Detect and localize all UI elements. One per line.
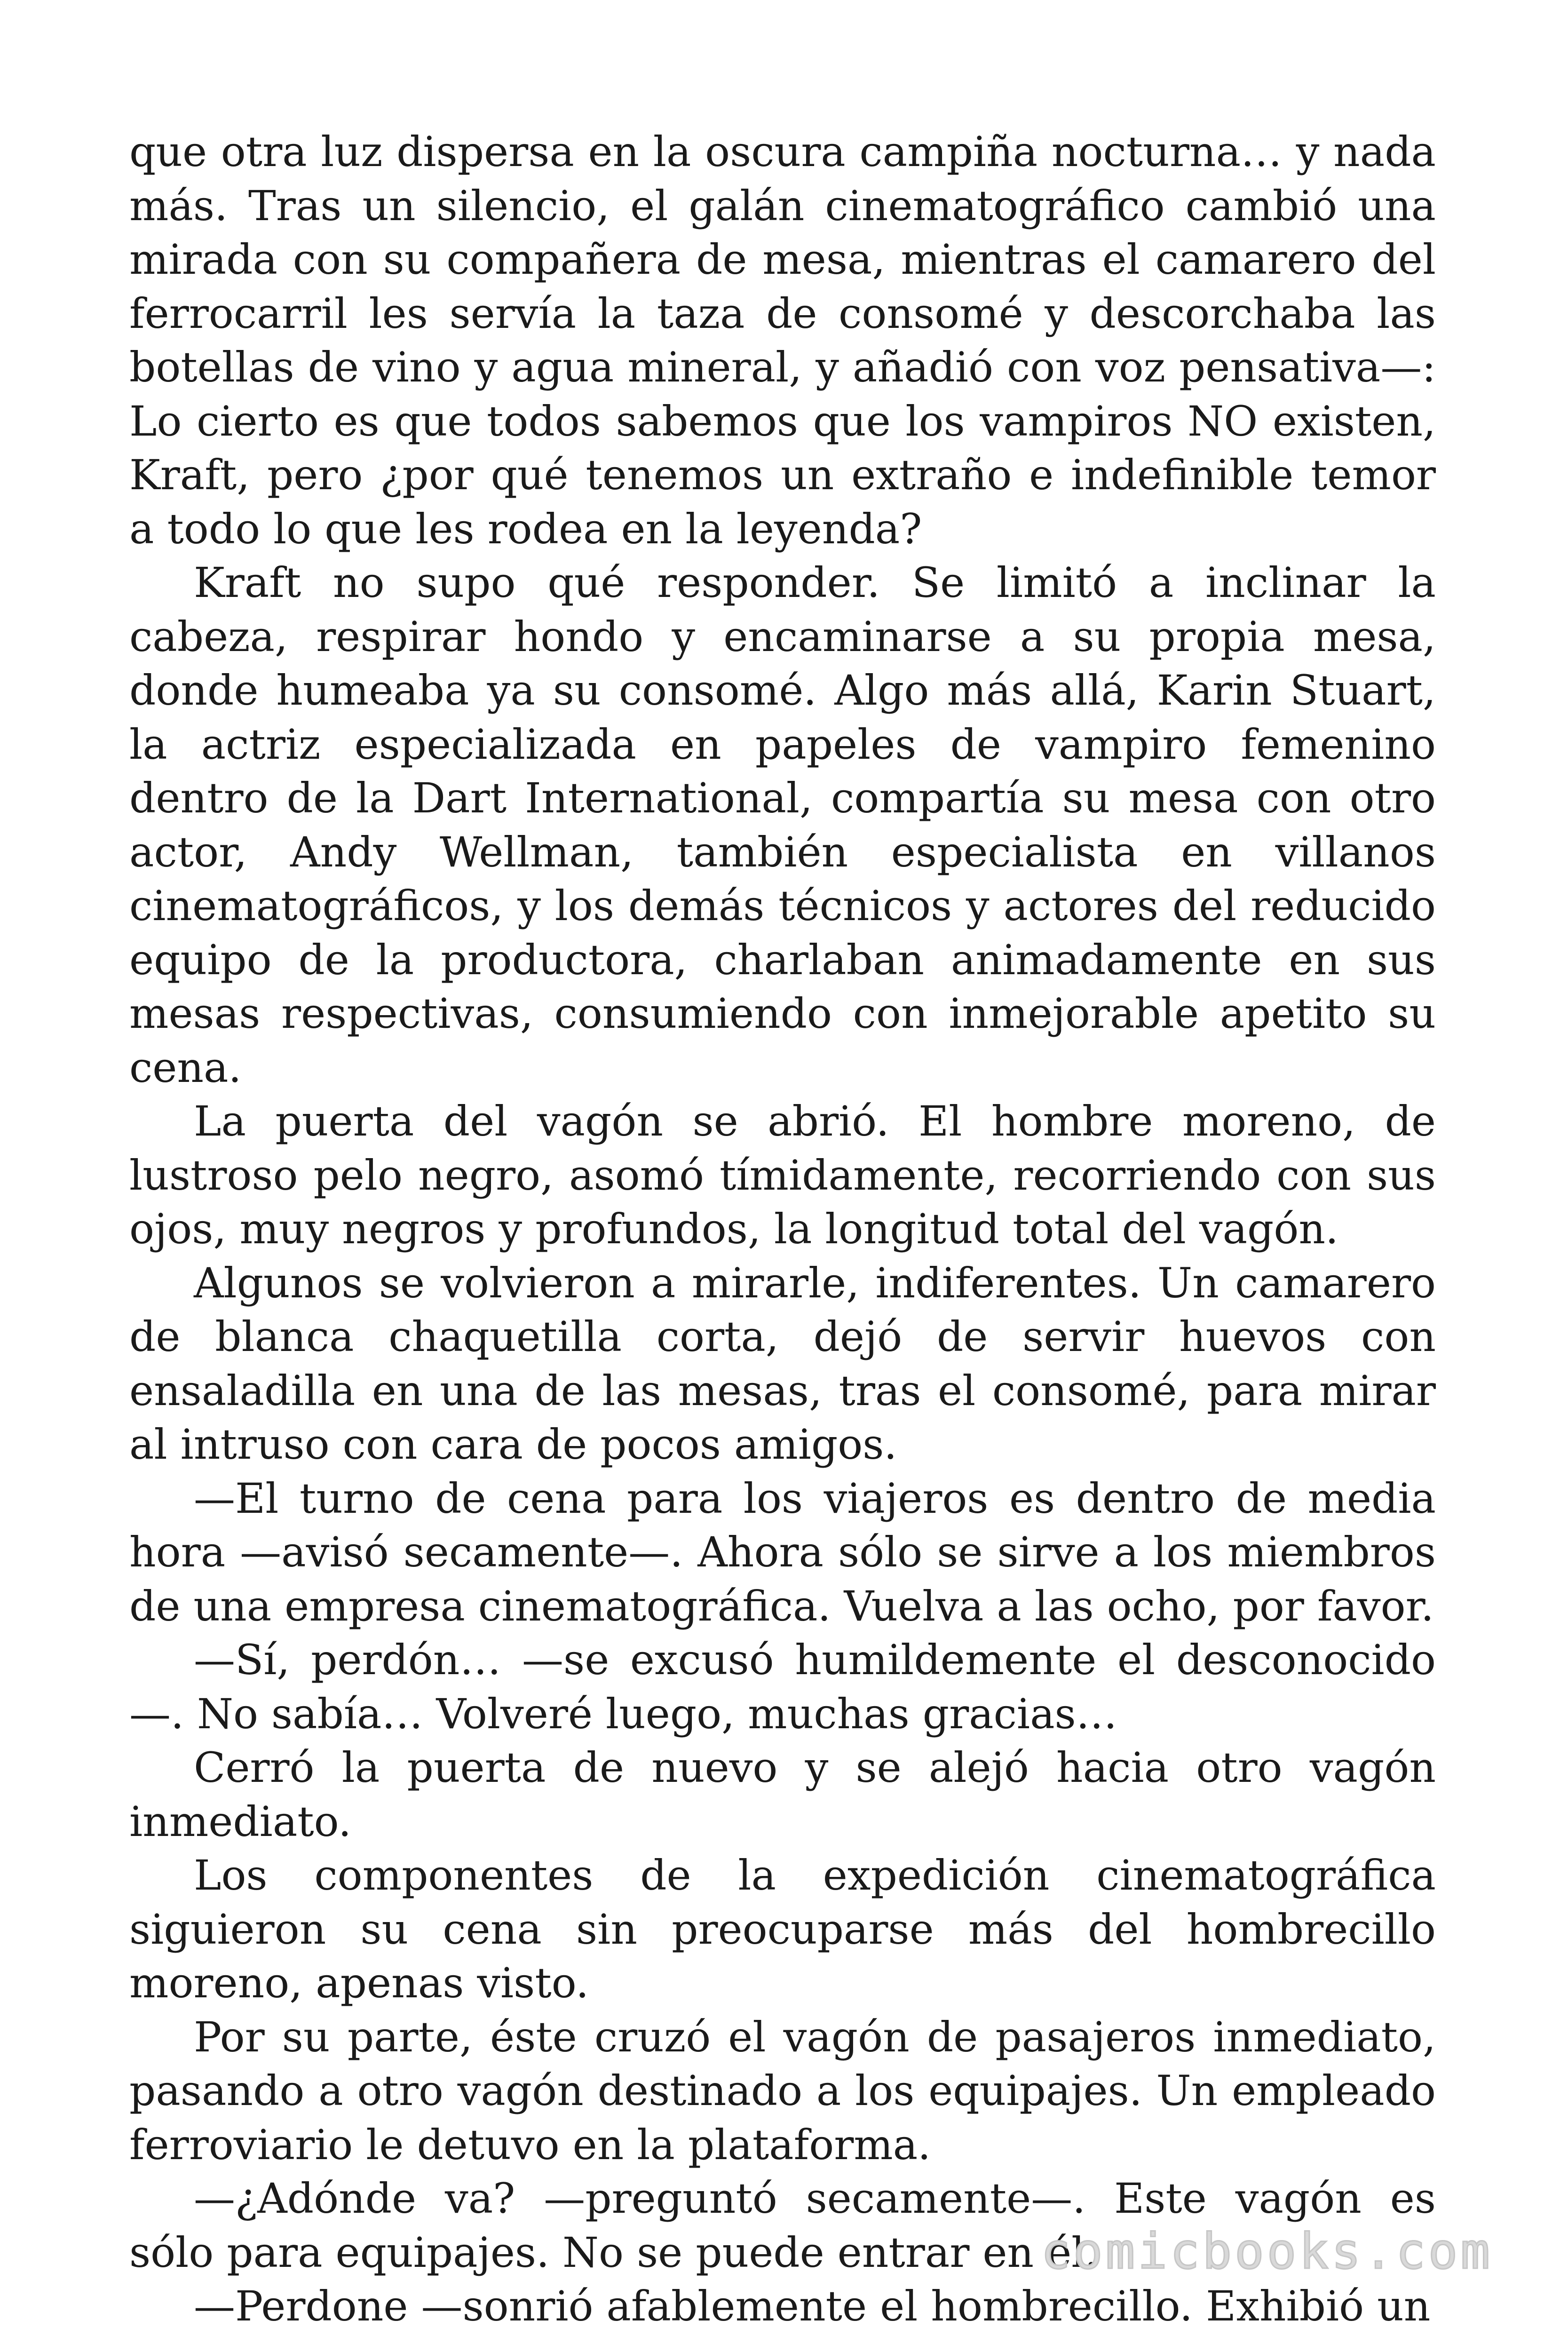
paragraph-continued: que otra luz dispersa en la oscura campiña nocturna… y nada más. Tras un silencio, el galán cinematográfico cambió una mirada con su compañera de mesa, mientras el camarero del ferrocarril les servía la taza de consomé y descorchaba las botellas de vino y agua mineral, y añadió con voz pensativa—: Lo cierto es que todos sabemos que los vampiros NO existen, Kraft, pero ¿por qué tenemos un extraño e indefinible temor a todo lo que les rodea en la leyenda? bbox=[129, 127, 1436, 553]
paragraph: Cerró la puerta de nuevo y se alejó hacia otro vagón inmediato. bbox=[129, 1743, 1436, 1846]
page-body-text bbox=[129, 125, 1436, 2334]
paragraph: Algunos se volvieron a mirarle, indiferentes. Un camarero de blanca chaquetilla corta, dejó de servir huevos con ensaladilla en una de las mesas, tras el consomé, para mirar al intruso con cara de pocos amigos. bbox=[129, 1258, 1436, 1469]
paragraph: Por su parte, éste cruzó el vagón de pasajeros inmediato, pasando a otro vagón destinado a los equipajes. Un empleado ferroviario le detuvo en la plataforma. bbox=[129, 2012, 1436, 2169]
paragraph: —Sí, perdón… —se excusó humildemente el desconocido—. No sabía… Volveré luego, muchas gracias… bbox=[129, 1636, 1436, 1738]
paragraph: —El turno de cena para los viajeros es dentro de media hora —avisó secamente—. Ahora sólo se sirve a los miembros de una empresa cinematográfica. Vuelva a las ocho, por favor. bbox=[129, 1474, 1436, 1630]
paragraph: Los componentes de la expedición cinematográfica siguieron su cena sin preocuparse más del hombrecillo moreno, apenas visto. bbox=[129, 1851, 1436, 2007]
paragraph: La puerta del vagón se abrió. El hombre moreno, de lustroso pelo negro, asomó tímidamente, recorriendo con sus ojos, muy negros y profundos, la longitud total del vagón. bbox=[129, 1097, 1436, 1253]
paragraph-last-partial: —Perdone —sonrió afablemente el hombrecillo. Exhibió un bbox=[194, 2282, 1431, 2330]
paragraph: —¿Adónde va? —preguntó secamente—. Este vagón es sólo para equipajes. No se puede entrar en él. bbox=[129, 2174, 1436, 2277]
watermark: comicbooks.com bbox=[1041, 2223, 1493, 2280]
paragraph: Kraft no supo qué responder. Se limitó a inclinar la cabeza, respirar hondo y encaminarse a su propia mesa, donde humeaba ya su consomé. Algo más allá, Karin Stuart, la actriz especializada en papeles de vampiro femenino dentro de la Dart International, compartía su mesa con otro actor, Andy Wellman, también especialista en villanos cinematográficos, y los demás técnicos y actores del reducido equipo de la productora, charlaban animadamente en sus mesas respectivas, consumiendo con inmejorable apetito su cena. bbox=[129, 558, 1436, 1092]
